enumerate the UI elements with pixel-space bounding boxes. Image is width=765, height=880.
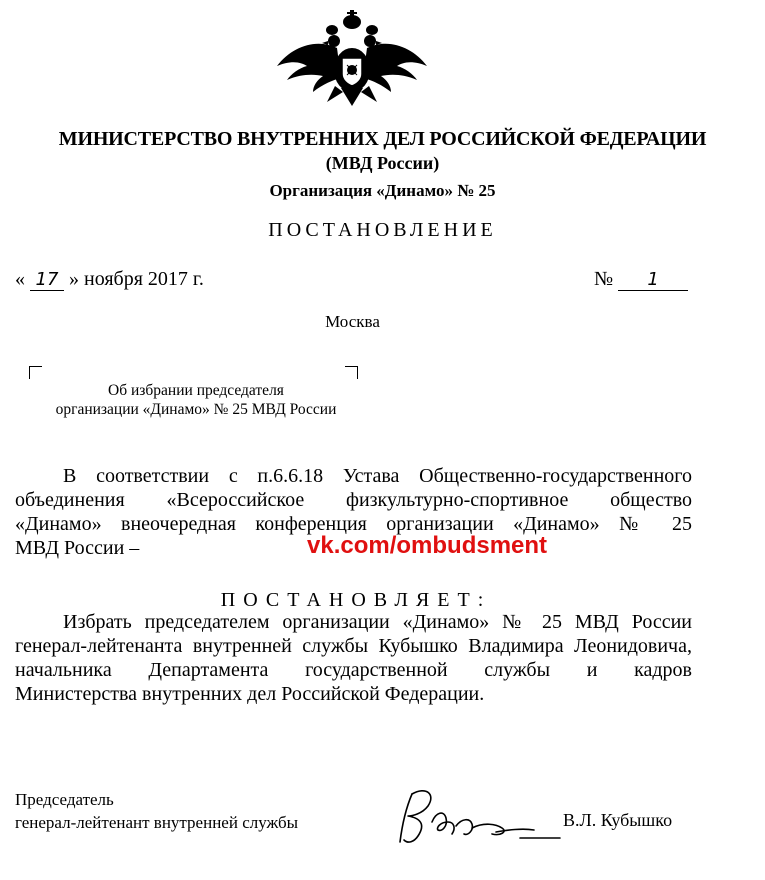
paragraph-line: МВД России – xyxy=(15,537,140,559)
handwritten-signature-icon xyxy=(392,782,562,852)
subject-bracket-left xyxy=(29,366,42,379)
date-close-quote: » xyxy=(69,268,79,290)
document-type: ПОСТАНОВЛЕНИЕ xyxy=(268,219,497,241)
document-date xyxy=(15,268,204,291)
decision-paragraph xyxy=(15,610,692,706)
decree-heading: ПОСТАНОВЛЯЕТ: xyxy=(220,589,492,611)
paragraph-line: начальника Департамента государственной службы и кадров xyxy=(15,659,692,681)
paragraph-line: «Динамо» внеочередная конференция организации «Динамо» № 25 xyxy=(15,513,692,535)
signatory-title-line: Председатель xyxy=(15,790,114,809)
number-label: № xyxy=(594,268,614,290)
ministry-name: МИНИСТЕРСТВО ВНУТРЕННИХ ДЕЛ РОССИЙСКОЙ ФЕДЕРАЦИИ xyxy=(58,128,707,150)
subject-bracket-right xyxy=(345,366,358,379)
document-subject xyxy=(40,381,352,419)
date-day: 17 xyxy=(30,270,64,291)
organization-name: Организация «Динамо» № 25 xyxy=(269,181,496,200)
double-headed-eagle-emblem-icon xyxy=(277,8,427,106)
signatory-title-line: генерал-лейтенант внутренней службы xyxy=(15,813,299,832)
signatory-name: В.Л. Кубышко xyxy=(563,810,673,830)
paragraph-line: Министерства внутренних дел Российской Федерации. xyxy=(15,683,485,705)
document-number xyxy=(594,268,688,291)
paragraph-line: генерал-лейтенанта внутренней службы Кубышко Владимира Леонидовича, xyxy=(15,635,692,657)
signatory-title xyxy=(15,788,298,834)
subject-line: Об избрании председателя xyxy=(108,382,284,399)
number-value: 1 xyxy=(618,270,688,291)
document-city: Москва xyxy=(325,312,380,331)
subject-line: организации «Динамо» № 25 МВД России xyxy=(55,401,337,418)
date-month-year: ноября 2017 г. xyxy=(84,268,204,290)
paragraph-line: Избрать председателем организации «Динамо» № 25 МВД России xyxy=(63,611,692,633)
watermark-text: vk.com/ombudsment xyxy=(307,532,548,559)
paragraph-line: объединения «Всероссийское физкультурно-спортивное общество xyxy=(15,489,692,511)
date-open-quote: « xyxy=(15,268,25,290)
paragraph-line: В соответствии с п.6.6.18 Устава Общественно-государственного xyxy=(63,465,692,487)
ministry-short-name: (МВД России) xyxy=(325,153,440,173)
